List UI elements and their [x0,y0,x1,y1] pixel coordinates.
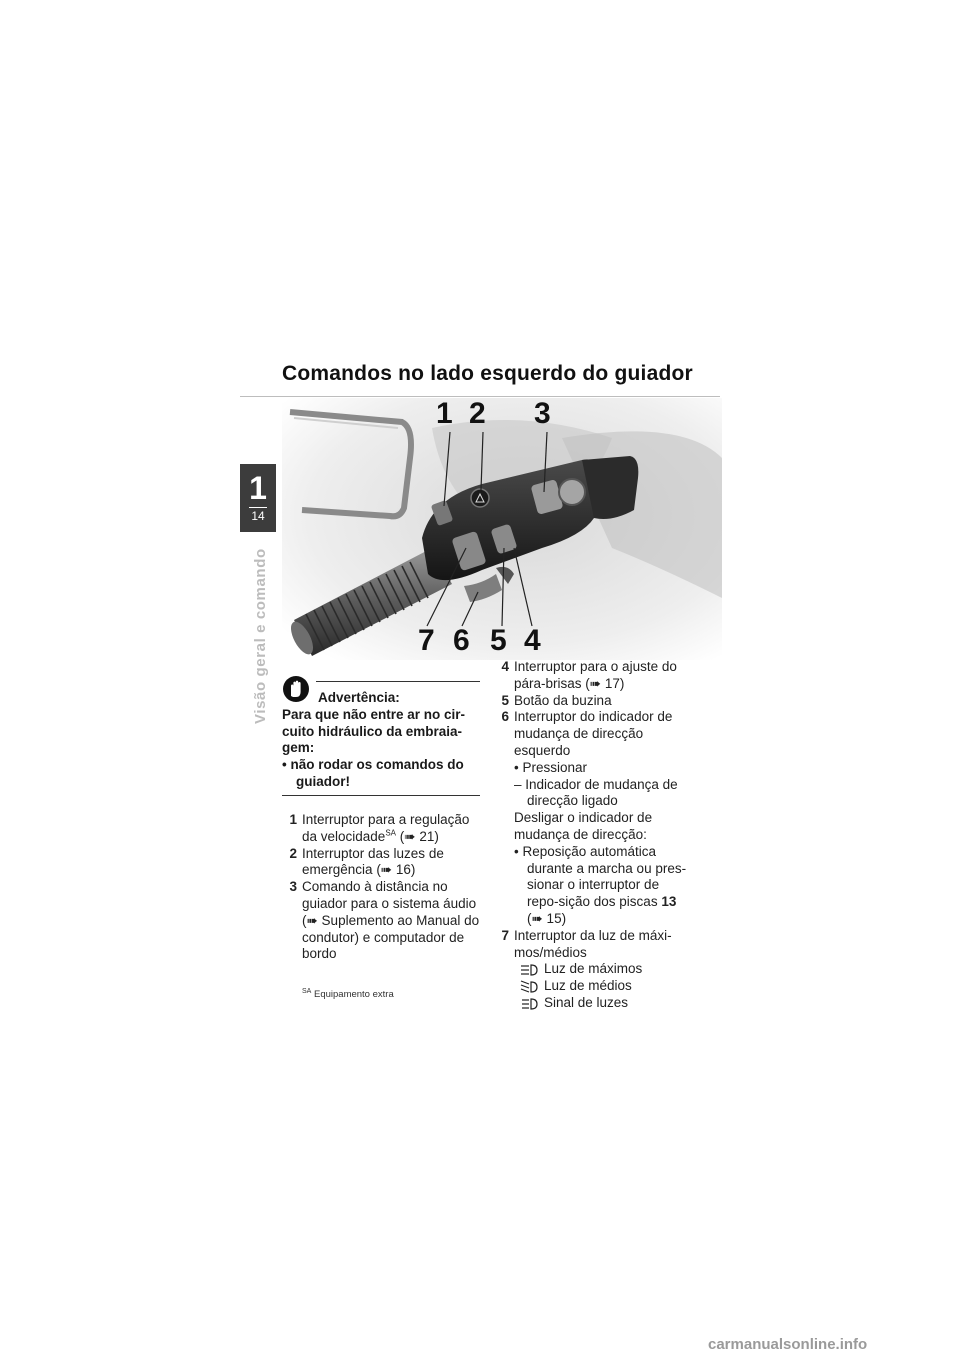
callout-4: 4 [524,624,541,657]
legend-entry-2 [282,846,482,880]
warning-bottom-rule [282,795,480,796]
watermark: carmanualsonline.info [708,1336,868,1353]
page-title: Comandos no lado esquerdo do guiador [282,362,693,385]
legend-number: 3 [289,879,297,895]
chapter-label: Visão geral e comando [252,548,269,724]
legend-entry-4 [494,659,694,693]
legend-entry-1 [282,812,482,846]
headlight-flasher-icon [520,997,538,1011]
legend-bullet [514,844,694,928]
hand-stop-icon [282,675,310,703]
legend-entry-6 [494,709,694,927]
legend-text: Botão da buzina [514,692,612,708]
legend-bullet-text: • Reposição automática durante a marcha ou pres-sionar o interruptor de repo-sição dos piscas [514,843,687,910]
legend-text: Interruptor da luz de máxi-mos/médios [514,927,672,960]
low-beam-icon [520,980,538,994]
legend-number: 5 [501,692,509,708]
footnote [302,989,394,1000]
callout-3: 3 [534,397,551,430]
legend-reference: (➠ 21) [399,828,439,844]
warning-body: Para que não entre ar no cir-cuito hidráulico da embraia-gem: [282,707,466,756]
legend-text: Comando à distância no guiador para o sistema áudio [302,879,477,911]
legend-superscript: SA [385,828,396,838]
callout-1: 1 [436,397,453,430]
light-label: Luz de máximos [544,961,643,977]
legend-reference: (➠ 16) [376,862,416,878]
legend-text: Interruptor para a regulação da velocidade [302,812,470,844]
light-row-flasher [514,995,694,1012]
warning-item: • não rodar os comandos do guiador! [282,757,464,789]
callout-5: 5 [490,624,507,657]
legend-left [282,812,482,963]
warning-title: Advertência: [318,690,400,705]
legend-number: 6 [501,709,509,725]
legend-right [494,659,694,1012]
footnote-superscript: SA [302,987,312,995]
high-beam-icon [520,963,538,977]
legend-entry-3 [282,879,482,963]
legend-number: 4 [501,659,509,674]
legend-text: Interruptor das luzes de emergência [302,845,444,878]
callout-7: 7 [418,624,435,657]
legend-bullet-number: 13 [661,894,677,910]
legend-number: 2 [289,845,297,861]
legend-paragraph: Desligar o indicador de mudança de direcção: [514,810,653,842]
legend-bullet: • Pressionar [514,759,588,775]
legend-text: Interruptor para o ajuste do pára-brisas [514,659,677,691]
callout-6: 6 [453,624,470,657]
warning-top-rule [316,681,480,682]
legend-number: 7 [501,927,509,943]
light-row-high [514,961,694,978]
chapter-number: 1 [249,470,267,506]
legend-text: Interruptor do indicador de mudança de direcção esquerdo [514,709,673,758]
light-row-low [514,978,694,995]
light-label: Sinal de luzes [544,994,629,1010]
legend-number: 1 [289,812,297,827]
legend-reference: (➠ 17) [585,675,625,691]
legend-reference: (➠ Suplemento ao Manual do condutor) e computador de bordo [302,912,480,962]
chapter-tab-divider [249,507,267,508]
legend-entry-5 [494,693,694,710]
legend-reference: (➠ 15) [527,910,567,926]
legend-entry-7 [494,928,694,1012]
callout-2: 2 [469,397,486,430]
footnote-text: Equipamento extra [313,989,394,1000]
legend-dash-item: – Indicador de mudança de direcção ligado [514,776,678,809]
page-number: 14 [251,509,265,523]
handlebar-controls-illustration [282,398,722,660]
light-label: Luz de médios [544,978,632,994]
